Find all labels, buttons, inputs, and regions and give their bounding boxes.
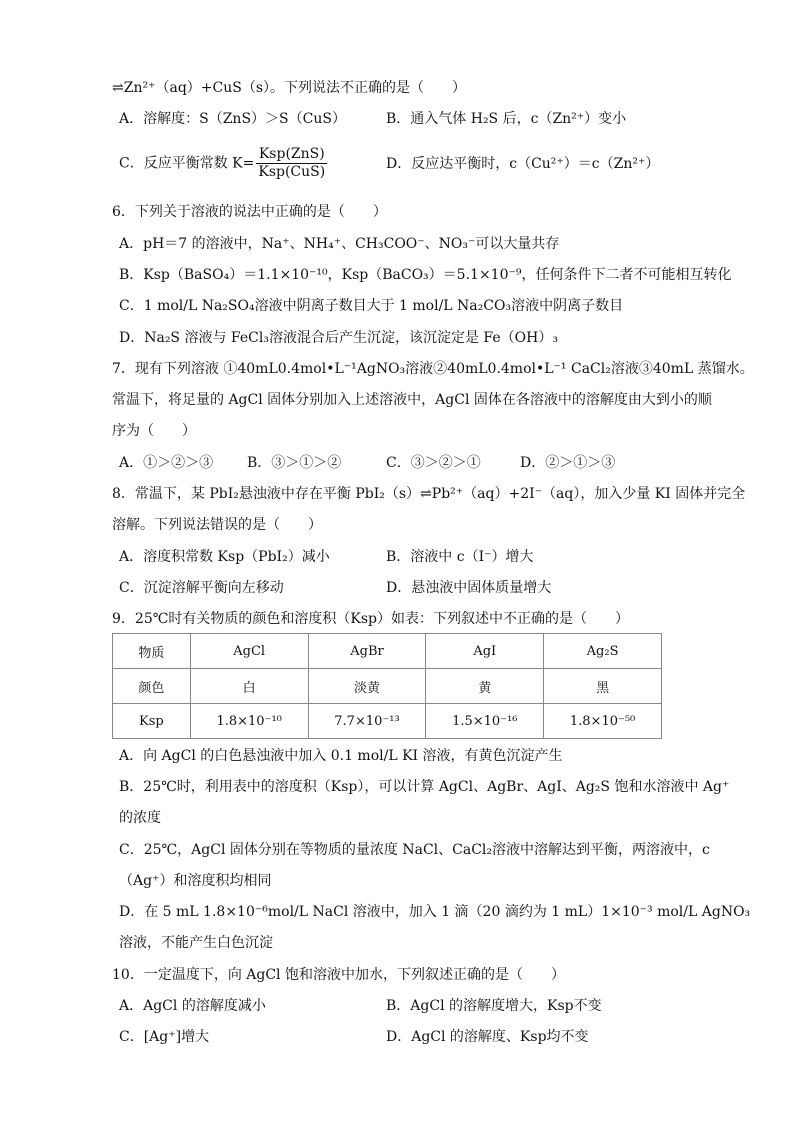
q8-stem-line1: 8．常温下，某 PbI₂悬浊液中存在平衡 PbI₂（s）⇌Pb²⁺（aq）+2I⁻（aq），加入少量 KI 固体并完全 — [112, 486, 746, 502]
q5-option-b: B．通入气体 H₂S 后，c（Zn²⁺）变小 — [386, 111, 627, 127]
q9-option-b-line1: B．25℃时，利用表中的溶度积（Ksp），可以计算 AgCl、AgBr、AgI、Ag₂S 饱和水溶液中 Ag⁺ — [119, 779, 730, 795]
q9-option-c-line2: （Ag⁺）和溶度积均相同 — [119, 873, 272, 889]
q8-option-b: B．溶液中 c（I⁻）增大 — [386, 549, 534, 565]
q5-option-d: D．反应达平衡时，c（Cu²⁺）＝c（Zn²⁺） — [386, 156, 660, 172]
table-cell: Ag₂S — [544, 634, 662, 669]
table-cell: AgCl — [190, 634, 308, 669]
q6-option-d: D．Na₂S 溶液与 FeCl₃溶液混合后产生沉淀，该沉淀定是 Fe（OH）₃ — [119, 330, 558, 346]
table-cell: 白 — [190, 669, 308, 704]
q5-option-c — [119, 146, 327, 181]
q6-stem: 6．下列关于溶液的说法中正确的是（ ） — [112, 204, 387, 220]
q10-option-b: B．AgCl 的溶解度增大，Ksp不变 — [386, 998, 602, 1014]
ksp-table — [112, 633, 662, 739]
table-cell: AgBr — [308, 634, 426, 669]
q8-option-c: C．沉淀溶解平衡向左移动 — [119, 580, 284, 596]
q9-option-b-line2: 的浓度 — [119, 810, 161, 826]
q5-fraction-denominator: Ksp(CuS) — [258, 164, 326, 180]
q6-option-c: C．1 mol/L Na₂SO₄溶液中阴离子数目大于 1 mol/L Na₂CO₃溶液中阴离子数目 — [119, 298, 624, 314]
q10-stem: 10．一定温度下，向 AgCl 饱和溶液中加水，下列叙述正确的是（ ） — [112, 967, 565, 983]
q7-option-a: A．①＞②＞③ — [119, 455, 214, 471]
q8-option-d: D．悬浊液中固体质量增大 — [386, 580, 552, 596]
q9-option-d-line1: D．在 5 mL 1.8×10⁻⁶mol/L NaCl 溶液中，加入 1 滴（20 滴约为 1 mL）1×10⁻³ mol/L AgNO₃ — [119, 904, 751, 920]
q5-option-c-label: C．反应平衡常数 K= — [119, 155, 255, 172]
table-cell: 1.5×10⁻¹⁶ — [426, 704, 544, 739]
table-cell: 黄 — [426, 669, 544, 704]
table-row — [113, 704, 662, 739]
q6-option-b: B．Ksp（BaSO₄）＝1.1×10⁻¹⁰，Ksp（BaCO₃）＝5.1×10⁻⁹，任何条件下二者不可能相互转化 — [119, 267, 732, 283]
table-cell: Ksp — [113, 704, 191, 739]
q5-stem-tail: ⇌Zn²⁺（aq）+CuS（s）。下列说法不正确的是（ ） — [112, 80, 467, 96]
q9-option-a: A．向 AgCl 的白色悬浊液中加入 0.1 mol/L KI 溶液，有黄色沉淀产生 — [119, 748, 563, 764]
table-cell: 淡黄 — [308, 669, 426, 704]
q7-stem-line1: 7．现有下列溶液 ①40mL0.4mol•L⁻¹AgNO₃溶液②40mL0.4mol•L⁻¹ CaCl₂溶液③40mL 蒸馏水。 — [112, 361, 754, 377]
q7-stem-line3: 序为（ ） — [112, 423, 196, 439]
q8-stem-line2: 溶解。下列说法错误的是（ ） — [112, 517, 322, 533]
q7-stem-line2: 常温下，将足量的 AgCl 固体分别加入上述溶液中，AgCl 固体在各溶液中的溶解度由大到小的顺 — [112, 392, 712, 408]
q8-option-a: A．溶度积常数 Ksp（PbI₂）减小 — [119, 549, 330, 565]
table-row — [113, 669, 662, 704]
table-cell: 1.8×10⁻¹⁰ — [190, 704, 308, 739]
table-cell: AgI — [426, 634, 544, 669]
q10-option-a: A．AgCl 的溶解度减小 — [119, 998, 266, 1014]
table-cell: 黑 — [544, 669, 662, 704]
q6-option-a: A．pH＝7 的溶液中，Na⁺、NH₄⁺、CH₃COO⁻、NO₃⁻可以大量共存 — [119, 236, 560, 252]
q10-option-d: D．AgCl 的溶解度、Ksp均不变 — [386, 1029, 589, 1045]
q7-option-b: B．③＞①＞② — [247, 455, 342, 471]
table-cell: 1.8×10⁻⁵⁰ — [544, 704, 662, 739]
table-cell: 7.7×10⁻¹³ — [308, 704, 426, 739]
q7-option-c: C．③＞②＞① — [386, 455, 481, 471]
table-cell: 颜色 — [113, 669, 191, 704]
q9-stem: 9．25℃时有关物质的颜色和溶度积（Ksp）如表：下列叙述中不正确的是（ ） — [112, 611, 629, 627]
q5-fraction — [256, 146, 327, 181]
q9-option-d-line2: 溶液，不能产生白色沉淀 — [119, 935, 273, 951]
q7-option-d: D．②＞①＞③ — [520, 455, 616, 471]
q9-option-c-line1: C．25℃，AgCl 固体分别在等物质的量浓度 NaCl、CaCl₂溶液中溶解达到平衡，两溶液中，c — [119, 842, 710, 858]
table-cell: 物质 — [113, 634, 191, 669]
q10-option-c: C．[Ag⁺]增大 — [119, 1029, 210, 1045]
table-row — [113, 634, 662, 669]
q5-option-a: A．溶解度：S（ZnS）＞S（CuS） — [119, 111, 346, 127]
q5-fraction-numerator: Ksp(ZnS) — [256, 146, 327, 164]
